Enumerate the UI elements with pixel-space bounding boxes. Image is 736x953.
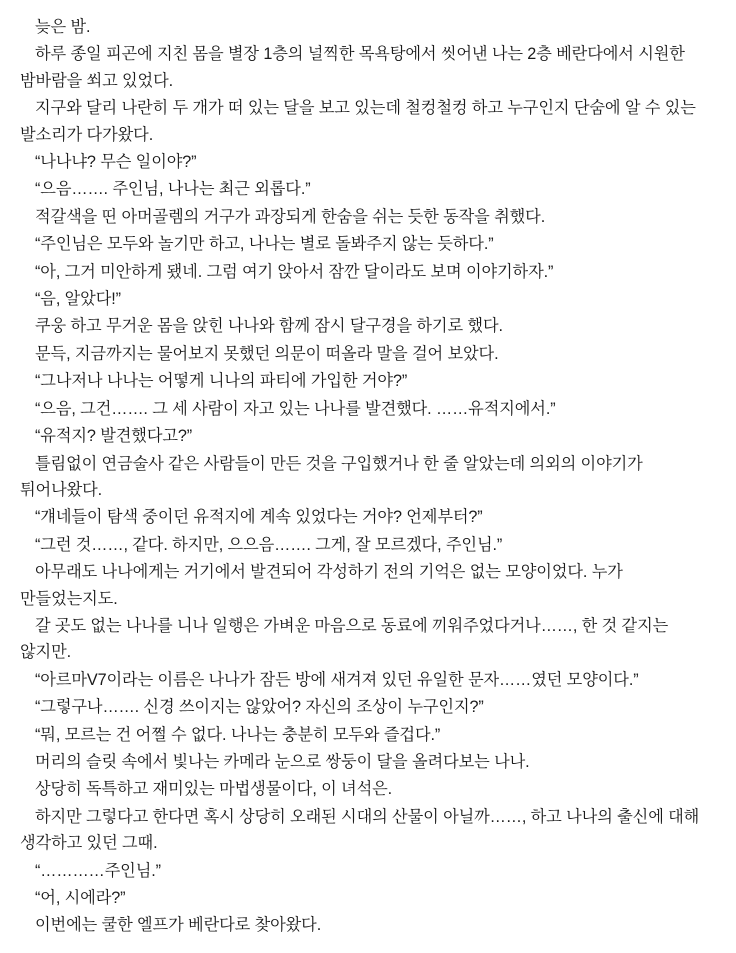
paragraph: 틀림없이 연금술사 같은 사람들이 만든 것을 구입했거나 한 줄 알았는데 의외의 이야기가 튀어나왔다. [20, 454, 643, 499]
paragraph: “…………주인님.” [35, 861, 161, 880]
paragraph: 문득, 지금까지는 물어보지 못했던 의문이 떠올라 말을 걸어 보았다. [35, 344, 499, 363]
paragraph: “음, 알았다!” [35, 290, 121, 309]
paragraph: “아, 그거 미안하게 됐네. 그럼 여기 앉아서 잠깐 달이라도 보며 이야기하자.” [35, 262, 554, 281]
paragraph: 적갈색을 띤 아머골렘의 거구가 과장되게 한숨을 쉬는 듯한 동작을 취했다. [35, 207, 546, 226]
paragraph: 머리의 슬릿 속에서 빛나는 카메라 눈으로 쌍둥이 달을 올려다보는 나나. [35, 752, 530, 771]
paragraph: 지구와 달리 나란히 두 개가 떠 있는 달을 보고 있는데 철컹철컹 하고 누구인지 단숨에 알 수 있는 발소리가 다가왔다. [20, 99, 696, 144]
paragraph: “어, 시에라?” [35, 889, 126, 907]
paragraph: 하루 종일 피곤에 지친 몸을 별장 1층의 널찍한 목욕탕에서 씻어낸 나는 2층 베란다에서 시원한 밤바람을 쐬고 있었다. [20, 45, 685, 90]
paragraph: 쿠웅 하고 무거운 몸을 앉힌 나나와 함께 잠시 달구경을 하기로 했다. [35, 317, 503, 336]
paragraph: “으음……. 주인님, 나나는 최근 외롭다.” [35, 180, 311, 199]
paragraph: 늦은 밤. [35, 18, 91, 36]
paragraph: 하지만 그렇다고 한다면 혹시 상당히 오래된 시대의 산물이 아닐까……, 하고 나나의 출신에 대해 생각하고 있던 그때. [20, 807, 700, 853]
story-body [20, 14, 714, 939]
paragraph: “아르마V7이라는 이름은 나나가 잠든 방에 새겨져 있던 유일한 문자……였던 모양이다.” [35, 670, 639, 689]
paragraph: “그런 것……, 같다. 하지만, 으으음……. 그게, 잘 모르겠다, 주인님.” [35, 535, 503, 554]
paragraph: “뭐, 모르는 건 어쩔 수 없다. 나나는 충분히 모두와 즐겁다.” [35, 725, 441, 744]
paragraph: “유적지? 발견했다고?” [35, 427, 193, 446]
paragraph: 이번에는 쿨한 엘프가 베란다로 찾아왔다. [35, 916, 322, 935]
paragraph: “으음, 그건……. 그 세 사람이 자고 있는 나나를 발견했다. ……유적지에서.” [35, 399, 556, 418]
paragraph: 갈 곳도 없는 나나를 니나 일행은 가벼운 마음으로 동료에 끼워주었다거나……, 한 것 같지는 않지만. [20, 616, 669, 662]
paragraph: “그나저나 나나는 어떻게 니나의 파티에 가입한 거야?” [35, 372, 408, 391]
paragraph: “그렇구나……. 신경 쓰이지는 않았어? 자신의 조상이 누구인지?” [35, 698, 484, 717]
paragraph: 아무래도 나나에게는 거기에서 발견되어 각성하기 전의 기억은 없는 모양이었다. 누가 만들었는지도. [20, 563, 623, 608]
paragraph: “주인님은 모두와 놀기만 하고, 나나는 별로 돌봐주지 않는 듯하다.” [35, 235, 494, 254]
paragraph: 상당히 독특하고 재미있는 마법생물이다, 이 녀석은. [35, 780, 393, 799]
paragraph: “나나냐? 무슨 일이야?” [35, 153, 197, 172]
paragraph: “걔네들이 탐색 중이던 유적지에 계속 있었다는 거야? 언제부터?” [35, 508, 483, 527]
